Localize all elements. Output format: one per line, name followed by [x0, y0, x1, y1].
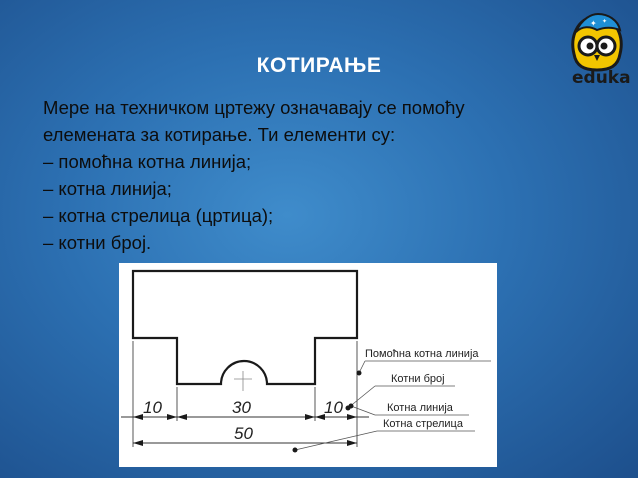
list-item: – помоћна котна линија; [43, 151, 252, 172]
intro-line: Мере на техничком цртежу означавају се помоћу [43, 97, 465, 118]
list-item: – котни број. [43, 232, 152, 253]
part-outline [133, 271, 357, 384]
logo-wordmark: eduka [572, 68, 631, 88]
svg-text:✦: ✦ [590, 19, 597, 28]
dimension-number: 50 [234, 424, 253, 443]
slide-body [43, 94, 603, 256]
intro-line: елемената за котирање. Ти елементи су: [43, 124, 396, 145]
list-item: – котна стрелица (цртица); [43, 205, 274, 226]
slide-title: КОТИРАЊЕ [256, 54, 382, 77]
technical-drawing [119, 263, 497, 467]
label-dimension-number: Котни број [391, 373, 445, 385]
dimension-number: 10 [143, 398, 162, 417]
list-item: – котна линија; [43, 178, 172, 199]
label-dimension-line: Котна линија [387, 402, 453, 414]
dimension-number: 30 [232, 398, 251, 417]
label-extension-line: Помоћна котна линија [365, 348, 479, 360]
svg-text:✦: ✦ [602, 19, 608, 25]
drawing-svg [119, 263, 497, 467]
label-arrow: Котна стрелица [383, 418, 463, 430]
dimension-number: 10 [324, 398, 343, 417]
